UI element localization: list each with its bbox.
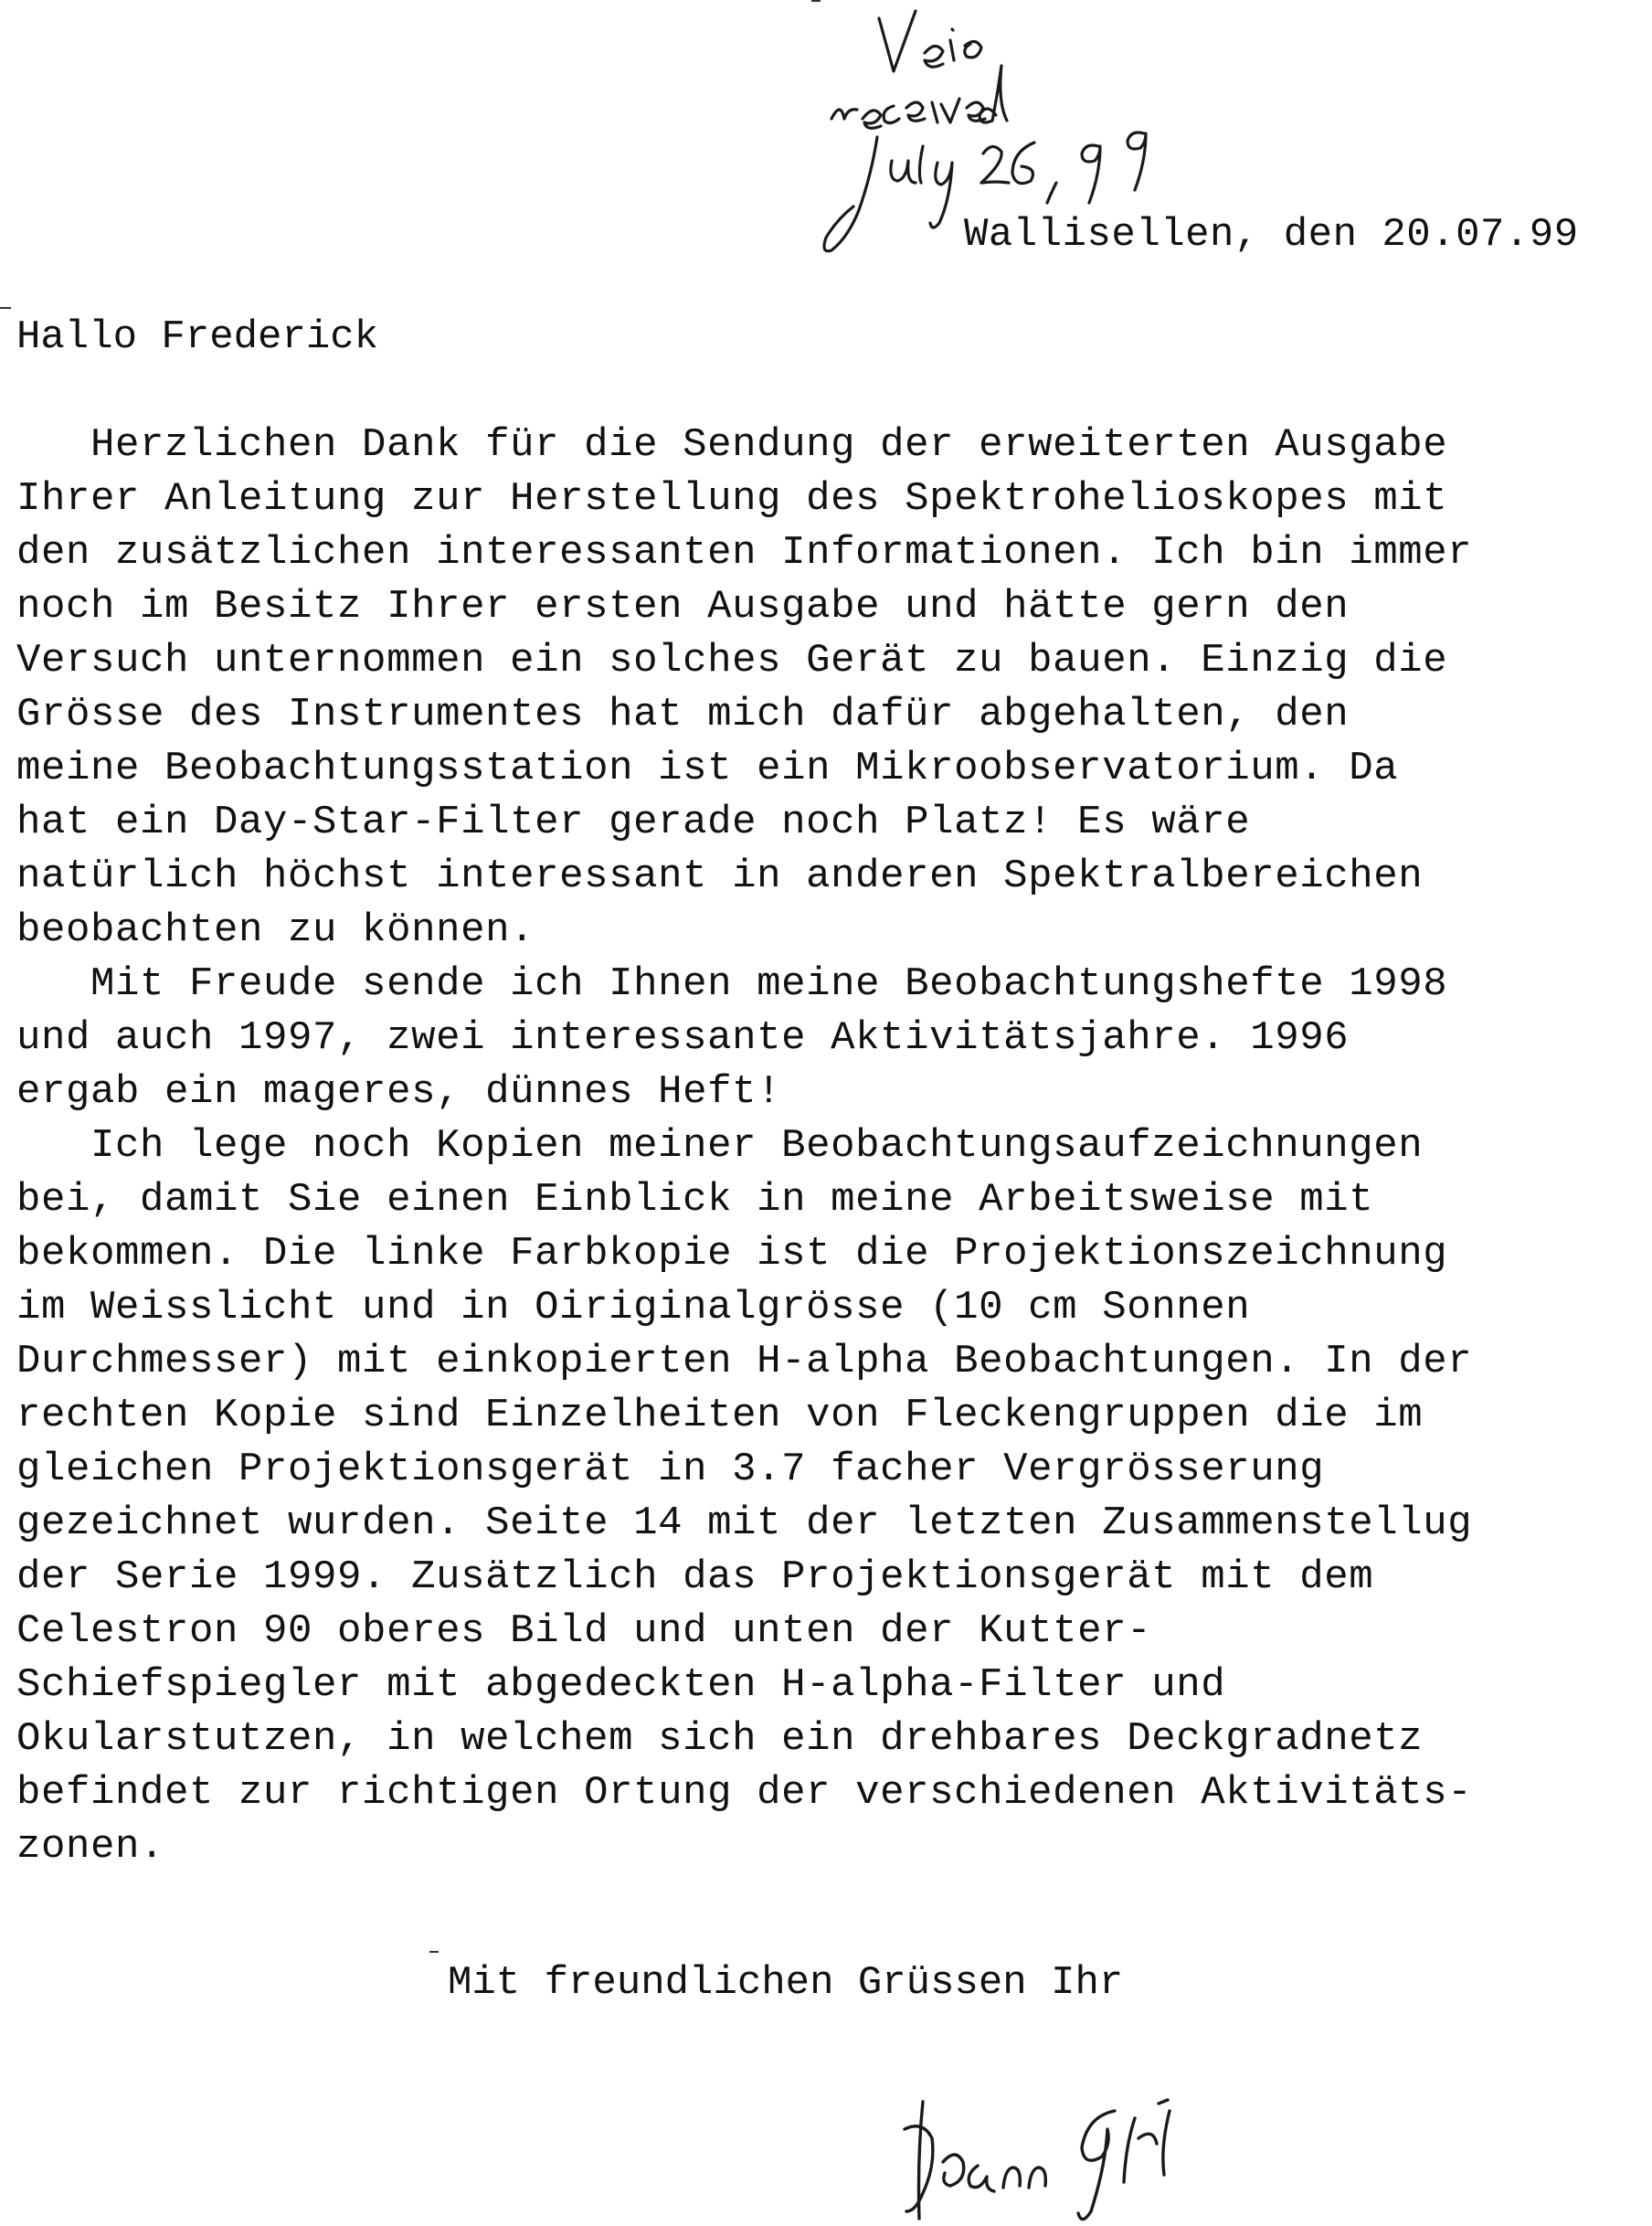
body-line: gleichen Projektionsgerät in 3.7 facher Vergrösserung bbox=[16, 1447, 1325, 1492]
body-line: rechten Kopie sind Einzelheiten von Fleckengruppen die im bbox=[16, 1393, 1424, 1438]
signature bbox=[868, 2074, 1252, 2221]
body-line: Celestron 90 oberes Bild und unten der Kutter- bbox=[16, 1608, 1152, 1654]
body-line: meine Beobachtungsstation ist ein Mikroobservatorium. Da bbox=[16, 746, 1399, 791]
greeting: Hallo Frederick bbox=[16, 314, 379, 360]
body-line: Mit Freude sende ich Ihnen meine Beobachtungshefte 1998 bbox=[16, 961, 1448, 1007]
body-line: natürlich höchst interessant in anderen Spektralbereichen bbox=[16, 853, 1424, 899]
body-line: gezeichnet wurden. Seite 14 mit der letzten Zusammenstellug bbox=[16, 1500, 1473, 1546]
body-line: Ihrer Anleitung zur Herstellung des Spektrohelioskopes mit bbox=[16, 476, 1448, 522]
body-line: Durchmesser) mit einkopierten H-alpha Beobachtungen. In der bbox=[16, 1339, 1473, 1384]
body-line: hat ein Day-Star-Filter gerade noch Platz! Es wäre bbox=[16, 800, 1251, 845]
body-line: und auch 1997, zwei interessante Aktivitätsjahre. 1996 bbox=[16, 1015, 1350, 1061]
scan-mark bbox=[811, 0, 821, 2]
body-line: bei, damit Sie einen Einblick in meine Arbeitsweise mit bbox=[16, 1177, 1374, 1223]
body-line: den zusätzlichen interessanten Informationen. Ich bin immer bbox=[16, 530, 1473, 576]
body-line: Herzlichen Dank für die Sendung der erweiterten Ausgabe bbox=[16, 422, 1448, 468]
body-line: bekommen. Die linke Farbkopie ist die Projektionszeichnung bbox=[16, 1231, 1448, 1277]
body-line: Okularstutzen, in welchem sich ein drehbares Deckgradnetz bbox=[16, 1716, 1424, 1762]
scan-mark bbox=[429, 1951, 439, 1953]
place-date-line: Wallisellen, den 20.07.99 bbox=[964, 212, 1579, 258]
body-line: noch im Besitz Ihrer ersten Ausgabe und hätte gern den bbox=[16, 584, 1350, 630]
body-line: zonen. bbox=[16, 1824, 165, 1870]
body-line: beobachten zu können. bbox=[16, 907, 535, 953]
closing-line: Mit freundlichen Grüssen Ihr bbox=[448, 1960, 1124, 2006]
body-line: der Serie 1999. Zusätzlich das Projektionsgerät mit dem bbox=[16, 1554, 1374, 1600]
body-line: im Weisslicht und in Oiriginalgrösse (10 cm Sonnen bbox=[16, 1285, 1251, 1330]
body-line: ergab ein mageres, dünnes Heft! bbox=[16, 1069, 782, 1115]
body-line: Versuch unternommen ein solches Gerät zu bauen. Einzig die bbox=[16, 638, 1448, 684]
body-line: befindet zur richtigen Ortung der verschiedenen Aktivitäts- bbox=[16, 1770, 1473, 1816]
scan-mark bbox=[0, 307, 11, 309]
body-line: Grösse des Instrumentes hat mich dafür abgehalten, den bbox=[16, 692, 1350, 737]
body-line: Schiefspiegler mit abgedeckten H-alpha-Filter und bbox=[16, 1662, 1226, 1708]
body-line: Ich lege noch Kopien meiner Beobachtungsaufzeichnungen bbox=[16, 1123, 1424, 1169]
